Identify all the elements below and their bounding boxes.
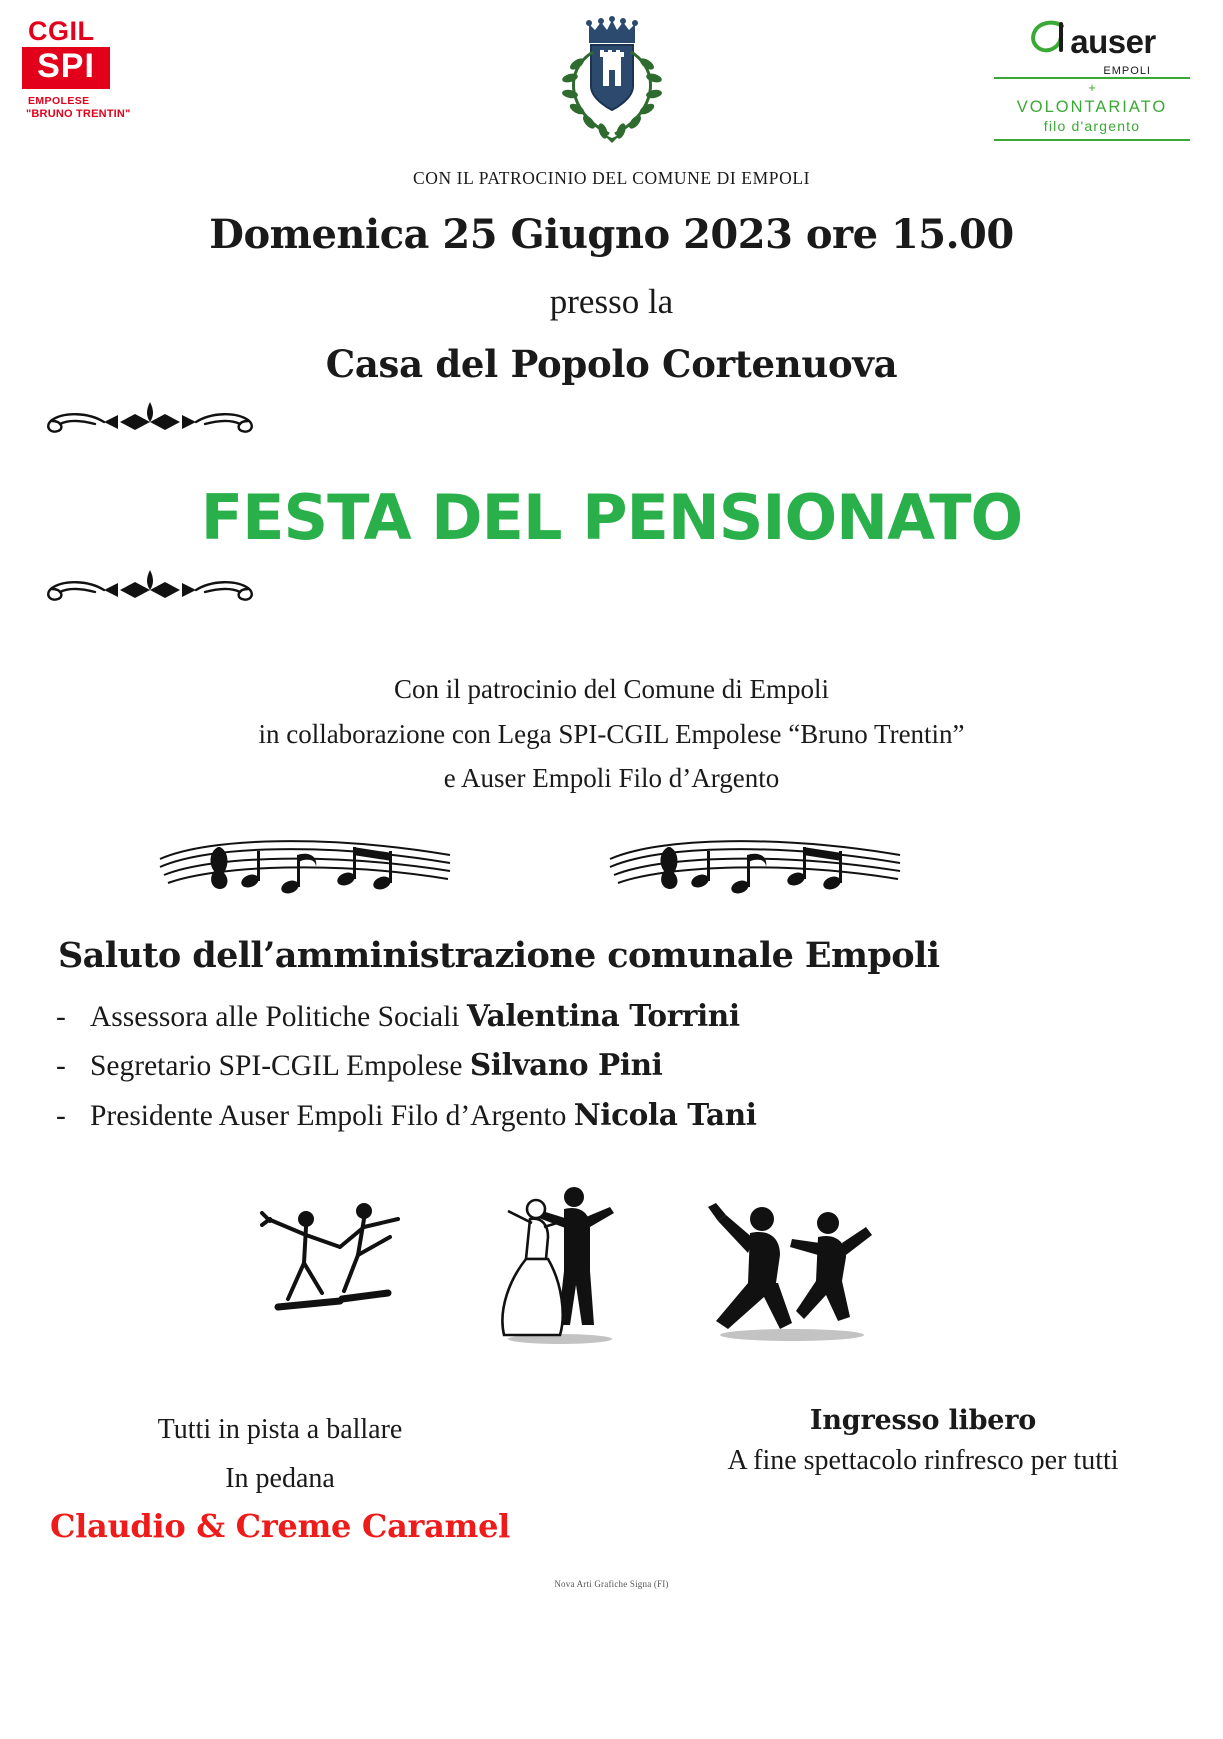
event-date-line: Domenica 25 Giugno 2023 ore 15.00	[209, 211, 1014, 258]
program-heading: Saluto dell’amministrazione comunale Empoli	[58, 934, 940, 976]
printer-credit: Nova Arti Grafiche Signa (FI)	[554, 1578, 669, 1589]
speaker-role: Segretario SPI-CGIL Empolese	[90, 1050, 463, 1083]
page-title: FESTA DEL PENSIONATO	[200, 481, 1023, 554]
footer-stage-line: In pedana	[225, 1462, 335, 1494]
footer-left-block	[0, 1405, 560, 1545]
speaker-name: Valentina Torrini	[466, 997, 740, 1033]
list-item	[56, 1041, 1223, 1091]
footer-free-entry: Ingresso libero	[809, 1404, 1037, 1436]
list-bullet: -	[56, 1100, 66, 1133]
list-item	[56, 1091, 1223, 1141]
event-venue: Casa del Popolo Cortenuova	[325, 342, 898, 386]
list-bullet: -	[56, 1000, 66, 1033]
footer-refreshment-line: A fine spettacolo rinfresco per tutti	[727, 1444, 1119, 1476]
music-notes-row	[0, 825, 1223, 935]
auser-logo	[987, 20, 1197, 141]
music-notes-icon-right	[600, 829, 920, 914]
ornament-divider-bottom	[0, 568, 1223, 615]
speaker-role: Assessora alle Politiche Sociali	[90, 1000, 460, 1033]
speaker-name: Nicola Tani	[573, 1097, 757, 1133]
speaker-name: Silvano Pini	[469, 1047, 663, 1083]
patrocinio-line: CON IL PATROCINIO DEL COMUNE DI EMPOLI	[412, 168, 811, 188]
auser-swirl-icon	[1028, 20, 1068, 63]
speaker-list	[56, 992, 1223, 1141]
spi-logo-text: SPI	[22, 47, 110, 89]
footer-band-name: Claudio & Creme Caramel	[50, 1506, 510, 1545]
ornament-divider-top	[0, 400, 1223, 447]
dancing-couple-icon-right	[700, 1177, 880, 1357]
dancing-couple-icon-left	[248, 1189, 428, 1354]
footer-right-block	[643, 1405, 1203, 1485]
comune-crest-icon	[537, 12, 687, 152]
auser-logo-top	[987, 20, 1197, 63]
poster-footer	[0, 1405, 1223, 1595]
music-notes-icon-left	[150, 829, 470, 914]
credit-line-1: Con il patrocinio del Comune di Empoli	[394, 674, 829, 704]
auser-logo-city: EMPOLI	[1103, 65, 1151, 77]
cgil-logo-subtitle-2: "BRUNO TRENTIN"	[26, 107, 131, 120]
auser-logo-rule-top	[994, 77, 1190, 79]
list-item	[56, 992, 1223, 1042]
auser-logo-wordmark: auser	[1070, 23, 1156, 60]
event-presso-label: presso la	[549, 282, 674, 321]
ballroom-couple-icon-center	[490, 1175, 630, 1355]
auser-logo-plus: +	[1088, 80, 1096, 95]
list-bullet: -	[56, 1050, 66, 1083]
credit-line-2: in collaborazione con Lega SPI-CGIL Empolese “Bruno Trentin”	[258, 718, 965, 749]
cgil-logo-text: CGIL	[28, 16, 95, 46]
cgil-logo-subtitle-1: EMPOLESE	[28, 94, 90, 107]
auser-logo-volontariato: VOLONTARIATO	[1016, 98, 1168, 116]
footer-dance-line: Tutti in pista a ballare	[157, 1413, 403, 1445]
auser-logo-filo-dargento: filo d'argento	[1043, 118, 1141, 134]
speaker-role: Presidente Auser Empoli Filo d’Argento	[90, 1100, 567, 1133]
credits-block	[0, 667, 1223, 801]
credit-line-3: e Auser Empoli Filo d’Argento	[443, 763, 780, 794]
cgil-spi-logo	[22, 18, 162, 120]
poster-header	[0, 0, 1223, 180]
dancers-illustration-row	[0, 1175, 1223, 1375]
auser-logo-rule-bottom	[994, 139, 1190, 141]
